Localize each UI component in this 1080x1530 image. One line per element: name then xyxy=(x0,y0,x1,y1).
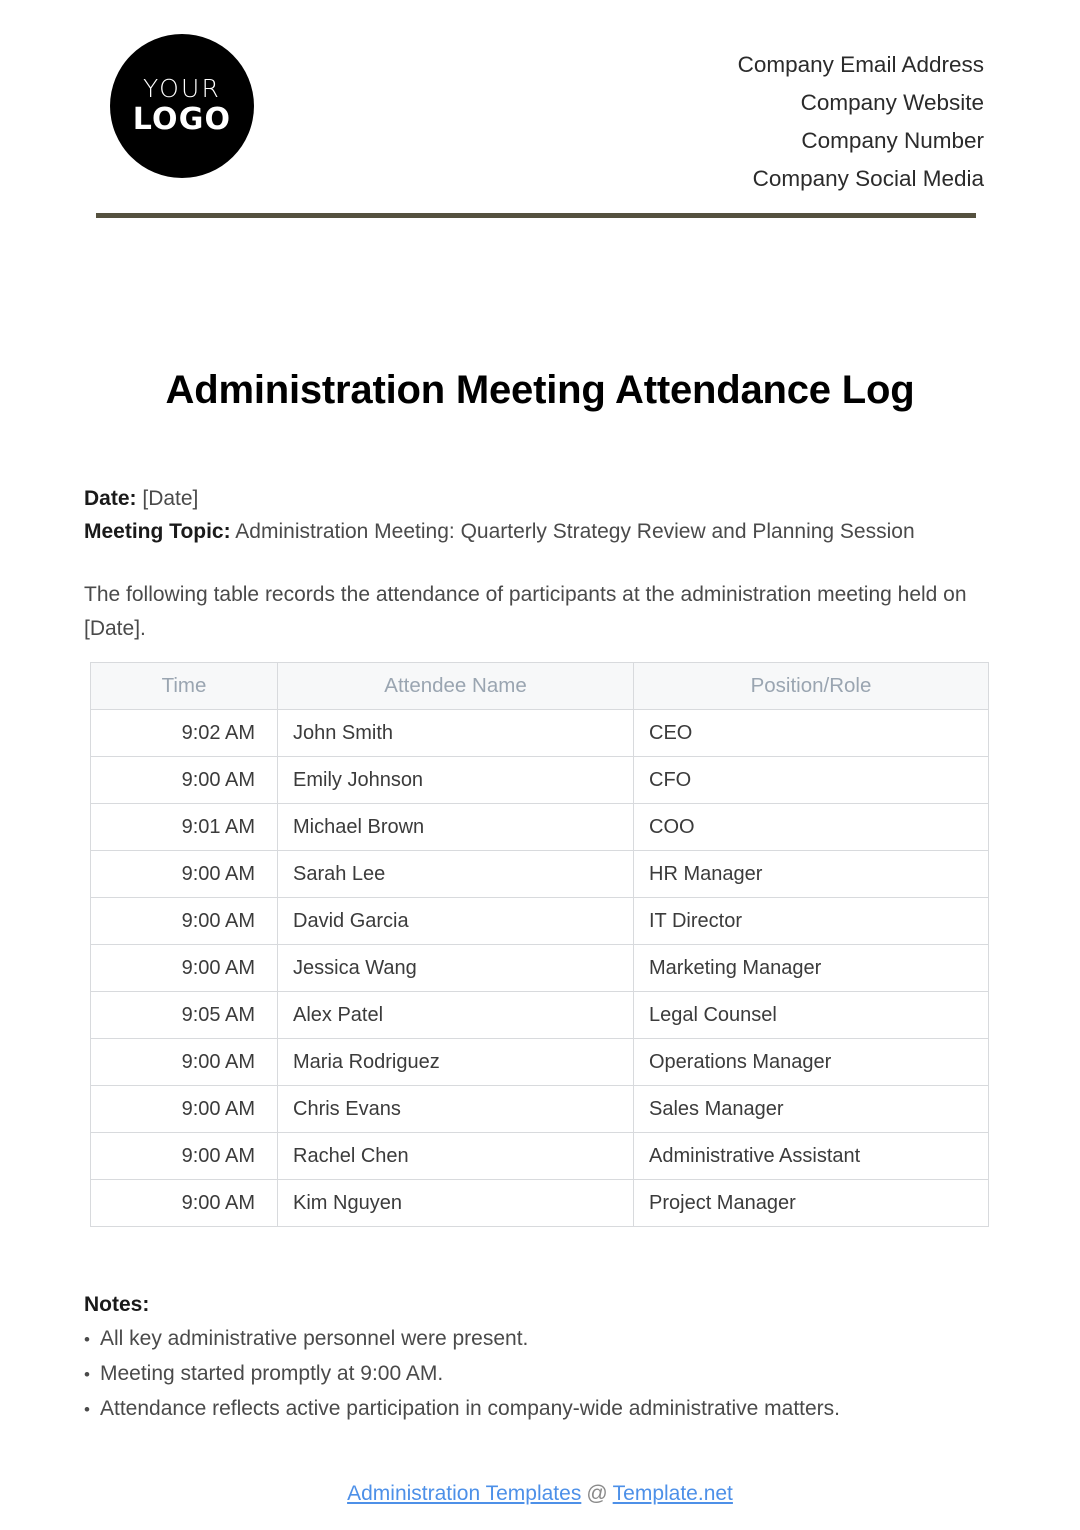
cell-attendee-name: Alex Patel xyxy=(278,992,634,1039)
cell-time: 9:00 AM xyxy=(91,945,278,992)
logo-line-2: LOGO xyxy=(132,101,232,137)
cell-time: 9:00 AM xyxy=(91,851,278,898)
bullet-icon: • xyxy=(84,1365,90,1384)
your-logo-circle-icon xyxy=(110,34,254,178)
cell-time: 9:00 AM xyxy=(91,757,278,804)
table-head xyxy=(91,663,989,710)
cell-position-role: Operations Manager xyxy=(634,1039,989,1086)
meta-date-line xyxy=(84,482,996,515)
cell-position-role: Project Manager xyxy=(634,1180,989,1227)
notes-title: Notes: xyxy=(84,1293,150,1316)
meta-topic-label: Meeting Topic: xyxy=(84,520,231,543)
table-header-row xyxy=(91,663,989,710)
intro-paragraph: The following table records the attendance of participants at the administration meeting held on [Date]. xyxy=(84,583,967,640)
contact-number: Company Number xyxy=(801,128,984,153)
contact-email-address: Company Email Address xyxy=(737,52,984,77)
logo-line-1: YOUR xyxy=(142,74,222,104)
column-header-time: Time xyxy=(91,663,278,710)
column-header-position-role: Position/Role xyxy=(634,663,989,710)
cell-time: 9:00 AM xyxy=(91,1133,278,1180)
bullet-icon: • xyxy=(84,1400,90,1419)
table-row xyxy=(91,992,989,1039)
cell-attendee-name: Michael Brown xyxy=(278,804,634,851)
attendance-table-container xyxy=(90,662,988,1227)
cell-position-role: Legal Counsel xyxy=(634,992,989,1039)
table-row xyxy=(91,1133,989,1180)
cell-time: 9:02 AM xyxy=(91,710,278,757)
note-text: Attendance reflects active participation in company-wide administrative matters. xyxy=(100,1397,841,1420)
cell-position-role: Sales Manager xyxy=(634,1086,989,1133)
administration-templates-link[interactable]: Administration Templates xyxy=(347,1482,582,1505)
attendance-table xyxy=(90,662,989,1227)
cell-attendee-name: Sarah Lee xyxy=(278,851,634,898)
table-row xyxy=(91,1086,989,1133)
table-row xyxy=(91,804,989,851)
cell-position-role: COO xyxy=(634,804,989,851)
cell-attendee-name: Kim Nguyen xyxy=(278,1180,634,1227)
template-net-link[interactable]: Template.net xyxy=(612,1482,733,1505)
cell-attendee-name: John Smith xyxy=(278,710,634,757)
list-item xyxy=(84,1392,994,1427)
meta-date-label: Date: xyxy=(84,487,137,510)
notes-section xyxy=(84,1288,994,1427)
table-row xyxy=(91,898,989,945)
note-text: Meeting started promptly at 9:00 AM. xyxy=(100,1362,444,1385)
page-title: Administration Meeting Attendance Log xyxy=(165,368,915,412)
cell-position-role: CEO xyxy=(634,710,989,757)
bullet-icon: • xyxy=(84,1330,90,1349)
cell-time: 9:00 AM xyxy=(91,1039,278,1086)
cell-position-role: IT Director xyxy=(634,898,989,945)
cell-time: 9:00 AM xyxy=(91,898,278,945)
cell-attendee-name: Emily Johnson xyxy=(278,757,634,804)
cell-attendee-name: Jessica Wang xyxy=(278,945,634,992)
table-body xyxy=(91,710,989,1227)
cell-position-role: CFO xyxy=(634,757,989,804)
meta-topic-line xyxy=(84,515,996,548)
cell-position-role: HR Manager xyxy=(634,851,989,898)
meta-date-value: [Date] xyxy=(142,487,199,510)
page-header xyxy=(96,34,984,194)
contact-website: Company Website xyxy=(800,90,984,115)
cell-attendee-name: Chris Evans xyxy=(278,1086,634,1133)
list-item xyxy=(84,1322,994,1357)
company-contact-block xyxy=(738,34,984,198)
footer-separator: @ xyxy=(586,1482,608,1505)
table-row xyxy=(91,757,989,804)
cell-time: 9:00 AM xyxy=(91,1180,278,1227)
cell-time: 9:05 AM xyxy=(91,992,278,1039)
page-footer xyxy=(0,1482,1080,1506)
cell-position-role: Administrative Assistant xyxy=(634,1133,989,1180)
header-divider xyxy=(96,213,976,218)
table-row xyxy=(91,710,989,757)
column-header-attendee-name: Attendee Name xyxy=(278,663,634,710)
cell-time: 9:00 AM xyxy=(91,1086,278,1133)
table-row xyxy=(91,1180,989,1227)
cell-attendee-name: Rachel Chen xyxy=(278,1133,634,1180)
contact-social-media: Company Social Media xyxy=(752,166,984,191)
note-text: All key administrative personnel were present. xyxy=(100,1327,529,1350)
table-row xyxy=(91,945,989,992)
meta-topic-value: Administration Meeting: Quarterly Strategy Review and Planning Session xyxy=(235,520,915,543)
meeting-meta xyxy=(84,482,996,548)
table-row xyxy=(91,851,989,898)
table-row xyxy=(91,1039,989,1086)
cell-time: 9:01 AM xyxy=(91,804,278,851)
cell-attendee-name: Maria Rodriguez xyxy=(278,1039,634,1086)
cell-position-role: Marketing Manager xyxy=(634,945,989,992)
cell-attendee-name: David Garcia xyxy=(278,898,634,945)
list-item xyxy=(84,1357,994,1392)
